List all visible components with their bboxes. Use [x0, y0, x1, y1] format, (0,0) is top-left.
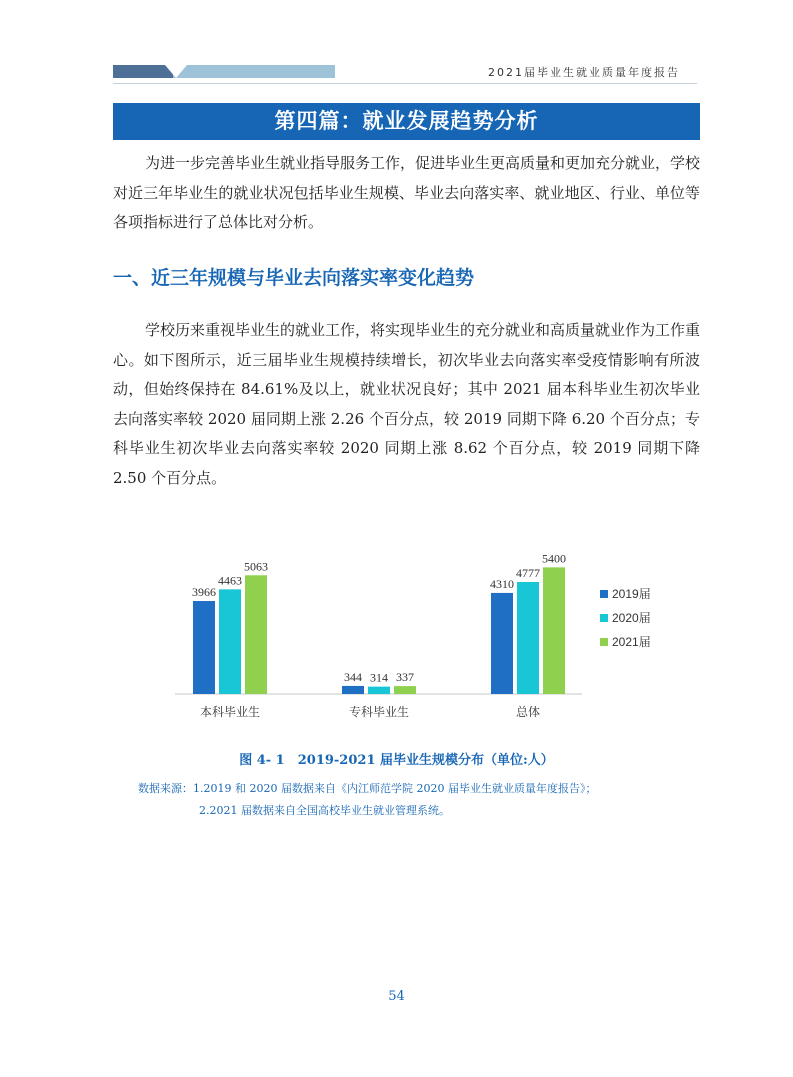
data-source-line-2: 2.2021 届数据来自全国高校毕业生就业管理系统。 [199, 804, 450, 817]
body-paragraph: 学校历来重视毕业生的就业工作，将实现毕业生的充分就业和高质量就业作为工作重心。如下图所示，近三届毕业生规模持续增长，初次毕业去向落实率受疫情影响有所波动，但始终保持在 84.61%及以上，就业状况良好；其中 2021 届本科毕业生初次毕业去向落实率较 2020 届同期上涨 2.26 个百分点，较 2019 同期下降 6.20 个百分点；专科毕业生初次毕业去向落实率较 2020 同期上涨 8.62 个百分点，较 2019 同期下降 2.50 个百分点。 [113, 321, 701, 487]
bar-2019届-本科毕业生 [193, 601, 215, 694]
bar-label: 4463 [218, 573, 242, 588]
bar-label: 4310 [490, 576, 514, 591]
x-tick-label: 专科毕业生 [348, 705, 410, 719]
bar-2019届-专科毕业生 [342, 686, 364, 694]
bar-2019届-总体 [491, 593, 513, 694]
bar-label: 344 [344, 669, 362, 684]
x-tick-label: 总体 [515, 705, 541, 719]
page-number: 54 [388, 989, 405, 1004]
legend-swatch [600, 614, 608, 622]
legend-swatch [600, 638, 608, 646]
legend-label: 2020届 [612, 611, 651, 625]
section-title: 一、近三年规模与毕业去向落实率变化趋势 [113, 267, 475, 289]
bar-label: 3966 [192, 584, 216, 599]
data-source-note [138, 778, 596, 822]
data-source-line-1: 数据来源：1.2019 和 2020 届数据来自《内江师范学院 2020 届毕业生就业质量年度报告》； [138, 782, 597, 795]
bar-2020届-总体 [517, 582, 539, 694]
graduate-scale-bar-chart [170, 540, 670, 730]
bar-2021届-总体 [543, 567, 565, 694]
legend-label: 2019届 [612, 587, 651, 601]
header-divider [113, 83, 697, 84]
figure-caption: 图 4- 1 2019-2021 届毕业生规模分布（单位:人） [239, 753, 554, 768]
bar-2021届-本科毕业生 [245, 575, 267, 694]
intro-paragraph: 为进一步完善毕业生就业指导服务工作，促进毕业生更高质量和更加充分就业，学校对近三年毕业生的就业状况包括毕业生规模、毕业去向落实率、就业地区、行业、单位等各项指标进行了总体比对分析。 [113, 154, 701, 231]
bar-label: 5063 [244, 559, 268, 574]
bar-label: 4777 [516, 565, 540, 580]
bar-label: 337 [396, 670, 414, 685]
bar-2020届-专科毕业生 [368, 687, 390, 694]
header-title: 2021届毕业生就业质量年度报告 [488, 66, 680, 79]
bar-label: 314 [370, 670, 388, 685]
part-title: 第四篇：就业发展趋势分析 [113, 103, 700, 140]
x-tick-label: 本科毕业生 [199, 705, 261, 719]
bar-2021届-专科毕业生 [394, 686, 416, 694]
header-decor-bar-dark [113, 65, 173, 78]
bar-2020届-本科毕业生 [219, 589, 241, 694]
header-decor-bar-light [173, 65, 335, 78]
legend-swatch [600, 590, 608, 598]
bar-label: 5400 [542, 551, 566, 566]
legend-label: 2021届 [612, 635, 651, 649]
